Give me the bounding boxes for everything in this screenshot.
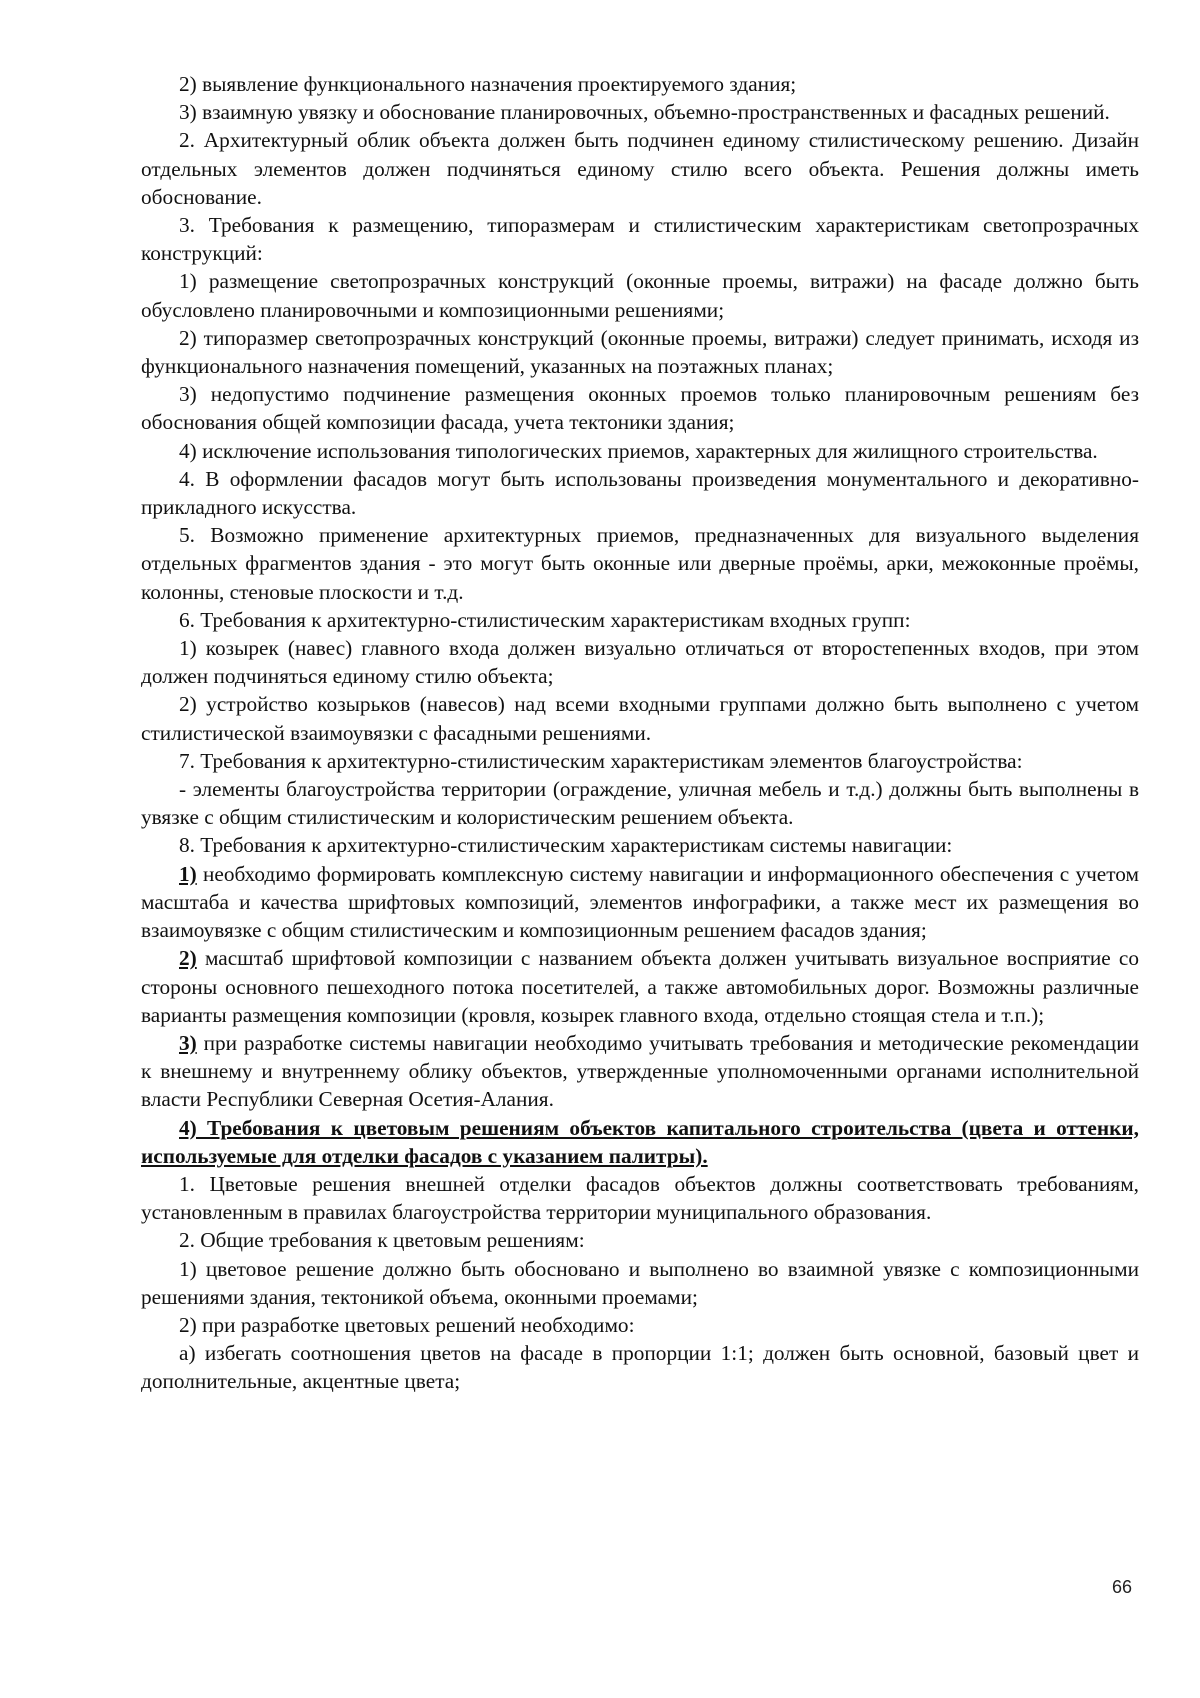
paragraph: 2. Общие требования к цветовым решениям:	[179, 1228, 585, 1253]
paragraph: 1) цветовое решение должно быть обосновано и выполнено во взаимной увязке с композиционными решениями здания, тектоникой объема, оконными проемами;	[141, 1256, 1139, 1309]
paragraph: 2) выявление функционального назначения проектируемого здания;	[179, 72, 797, 96]
paragraph: 2) типоразмер светопрозрачных конструкций (оконные проемы, витражи) следует принимать, исходя из функционального назначения помещений, указанных на поэтажных планах;	[141, 325, 1139, 379]
navigation-item	[141, 944, 1139, 1029]
paragraph: 2) устройство козырьков (навесов) над всеми входными группами должно быть выполнено с учетом стилистической взаимоувязки с фасадными решениями.	[141, 692, 1139, 745]
item-number: 2)	[179, 946, 197, 971]
item-number: 1)	[179, 861, 197, 886]
paragraph: 4. В оформлении фасадов могут быть использованы произведения монументального и декоративно-прикладного искусства.	[141, 466, 1139, 520]
paragraph: 4) исключение использования типологических приемов, характерных для жилищного строительства.	[179, 438, 1098, 463]
paragraph: 6. Требования к архитектурно-стилистическим характеристикам входных групп:	[179, 607, 911, 632]
navigation-item	[141, 860, 1139, 945]
paragraph: 7. Требования к архитектурно-стилистическим характеристикам элементов благоустройства:	[179, 748, 1023, 773]
item-text: масштаб шрифтовой композиции с названием объекта должен учитывать визуальное восприятие со стороны основного пешеходного потока посетителей, а также автомобильных дорог. Возможны различные варианты размещения композиции (кровля, козырек главного входа, отдельно стоящая стела и т.п.);	[141, 946, 1139, 1027]
item-number: 3)	[179, 1030, 197, 1055]
paragraph: 2) при разработке цветовых решений необходимо:	[179, 1312, 635, 1337]
section-heading: 4) Требования к цветовым решениям объектов капитального строительства (цвета и оттенки, используемые для отделки фасадов с указанием палитры).	[141, 1115, 1139, 1168]
document-body	[141, 70, 1139, 1396]
paragraph: - элементы благоустройства территории (ограждение, уличная мебель и т.д.) должны быть выполнены в увязке с общим стилистическим и колористическим решением объекта.	[141, 777, 1139, 830]
paragraph: 3. Требования к размещению, типоразмерам и стилистическим характеристикам светопрозрачных конструкций:	[141, 213, 1139, 266]
paragraph: 1. Цветовые решения внешней отделки фасадов объектов должны соответствовать требованиям, установленным в правилах благоустройства территории муниципального образования.	[141, 1171, 1139, 1225]
paragraph: 1) козырек (навес) главного входа должен визуально отличаться от второстепенных входов, при этом должен подчиняться единому стилю объекта;	[141, 636, 1139, 689]
item-text: необходимо формировать комплексную систему навигации и информационного обеспечения с учетом масштаба и качества шрифтовых композиций, элементов инфографики, а также мест их размещения во взаимоувязке с общим стилистическим и композиционным решением фасадов здания;	[141, 861, 1140, 943]
paragraph: 8. Требования к архитектурно-стилистическим характеристикам системы навигации:	[179, 833, 953, 858]
paragraph: а) избегать соотношения цветов на фасаде в пропорции 1:1; должен быть основной, базовый цвет и дополнительные, акцентные цвета;	[141, 1341, 1139, 1394]
navigation-item	[141, 1029, 1139, 1114]
paragraph: 5. Возможно применение архитектурных приемов, предназначенных для визуального выделения отдельных фрагментов здания - это могут быть оконные или дверные проёмы, арки, межоконные проёмы, колонны, стеновые плоскости и т.д.	[141, 523, 1139, 604]
page-number: 66	[1112, 1577, 1133, 1597]
item-text: при разработке системы навигации необходимо учитывать требования и методические рекомендации к внешнему и внутреннему облику объектов, утвержденные уполномоченными органами исполнительной власти Республики Северная Осетия-Алания.	[141, 1030, 1139, 1112]
paragraph: 2. Архитектурный облик объекта должен быть подчинен единому стилистическому решению. Дизайн отдельных элементов должен подчиняться единому стилю всего объекта. Решения должны иметь обоснование.	[141, 128, 1139, 209]
paragraph: 3) недопустимо подчинение размещения оконных проемов только планировочным решениям без обоснования общей композиции фасада, учета тектоники здания;	[141, 382, 1139, 435]
paragraph: 1) размещение светопрозрачных конструкций (оконные проемы, витражи) на фасаде должно быть обусловлено планировочными и композиционными решениями;	[141, 269, 1139, 322]
paragraph: 3) взаимную увязку и обоснование планировочных, объемно-пространственных и фасадных решений.	[179, 100, 1110, 125]
